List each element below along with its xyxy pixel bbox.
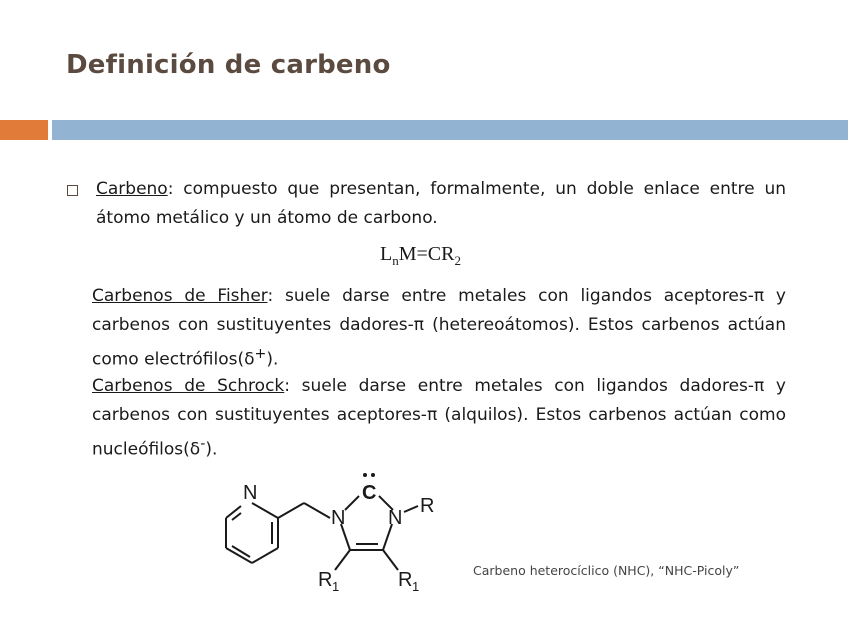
fisher-paragraph bbox=[92, 282, 786, 375]
carbeno-term: Carbeno bbox=[96, 179, 168, 199]
r-label: R bbox=[420, 495, 435, 517]
n2-label: N bbox=[388, 507, 403, 529]
carbeno-definition: : compuesto que presentan, formalmente, un doble enlace entre un átomo metálico y un átomo de carbono. bbox=[96, 179, 786, 228]
fisher-end: ). bbox=[266, 349, 279, 370]
slide-title: Definición de carbeno bbox=[66, 50, 391, 80]
n1-label: N bbox=[331, 507, 346, 529]
fisher-definition: : suele darse entre metales con ligandos aceptores-π y carbenos con sustituyentes dadores-π (hetereoátomos). Estos carbenos actúan como electrófilos(δ bbox=[92, 286, 786, 370]
carbene-formula bbox=[380, 243, 461, 269]
carbeno-paragraph bbox=[96, 175, 786, 233]
pyridine-n-label: N bbox=[243, 482, 258, 504]
formula-n: n bbox=[392, 253, 399, 268]
figure-caption: Carbeno heterocíclico (NHC), “NHC-Picoly” bbox=[473, 563, 740, 578]
schrock-definition: : suele darse entre metales con ligandos dadores-π y carbenos con sustituyentes aceptores-π (alquilos). Estos carbenos actúan como nucleófilos(δ bbox=[92, 376, 786, 460]
schrock-sup: - bbox=[200, 436, 206, 452]
r1-left-sub: 1 bbox=[332, 579, 340, 594]
nhc-picoly-structure bbox=[205, 466, 485, 596]
accent-bar-blue bbox=[52, 120, 848, 140]
formula-m: M=CR bbox=[398, 243, 455, 265]
carbene-c-label: C bbox=[362, 482, 377, 504]
schrock-term: Carbenos de Schrock bbox=[92, 376, 285, 396]
schrock-end: ). bbox=[205, 439, 218, 460]
r1-right-sub: 1 bbox=[412, 579, 420, 594]
r1-left-label: R bbox=[318, 569, 333, 591]
fisher-term: Carbenos de Fisher bbox=[92, 286, 268, 306]
formula-l: L bbox=[380, 243, 393, 265]
bullet-square-icon bbox=[67, 185, 78, 196]
fisher-sup: + bbox=[254, 346, 267, 362]
schrock-paragraph bbox=[92, 372, 786, 465]
r1-right-label: R bbox=[398, 569, 413, 591]
formula-2: 2 bbox=[454, 253, 461, 268]
accent-bar-orange bbox=[0, 120, 48, 140]
